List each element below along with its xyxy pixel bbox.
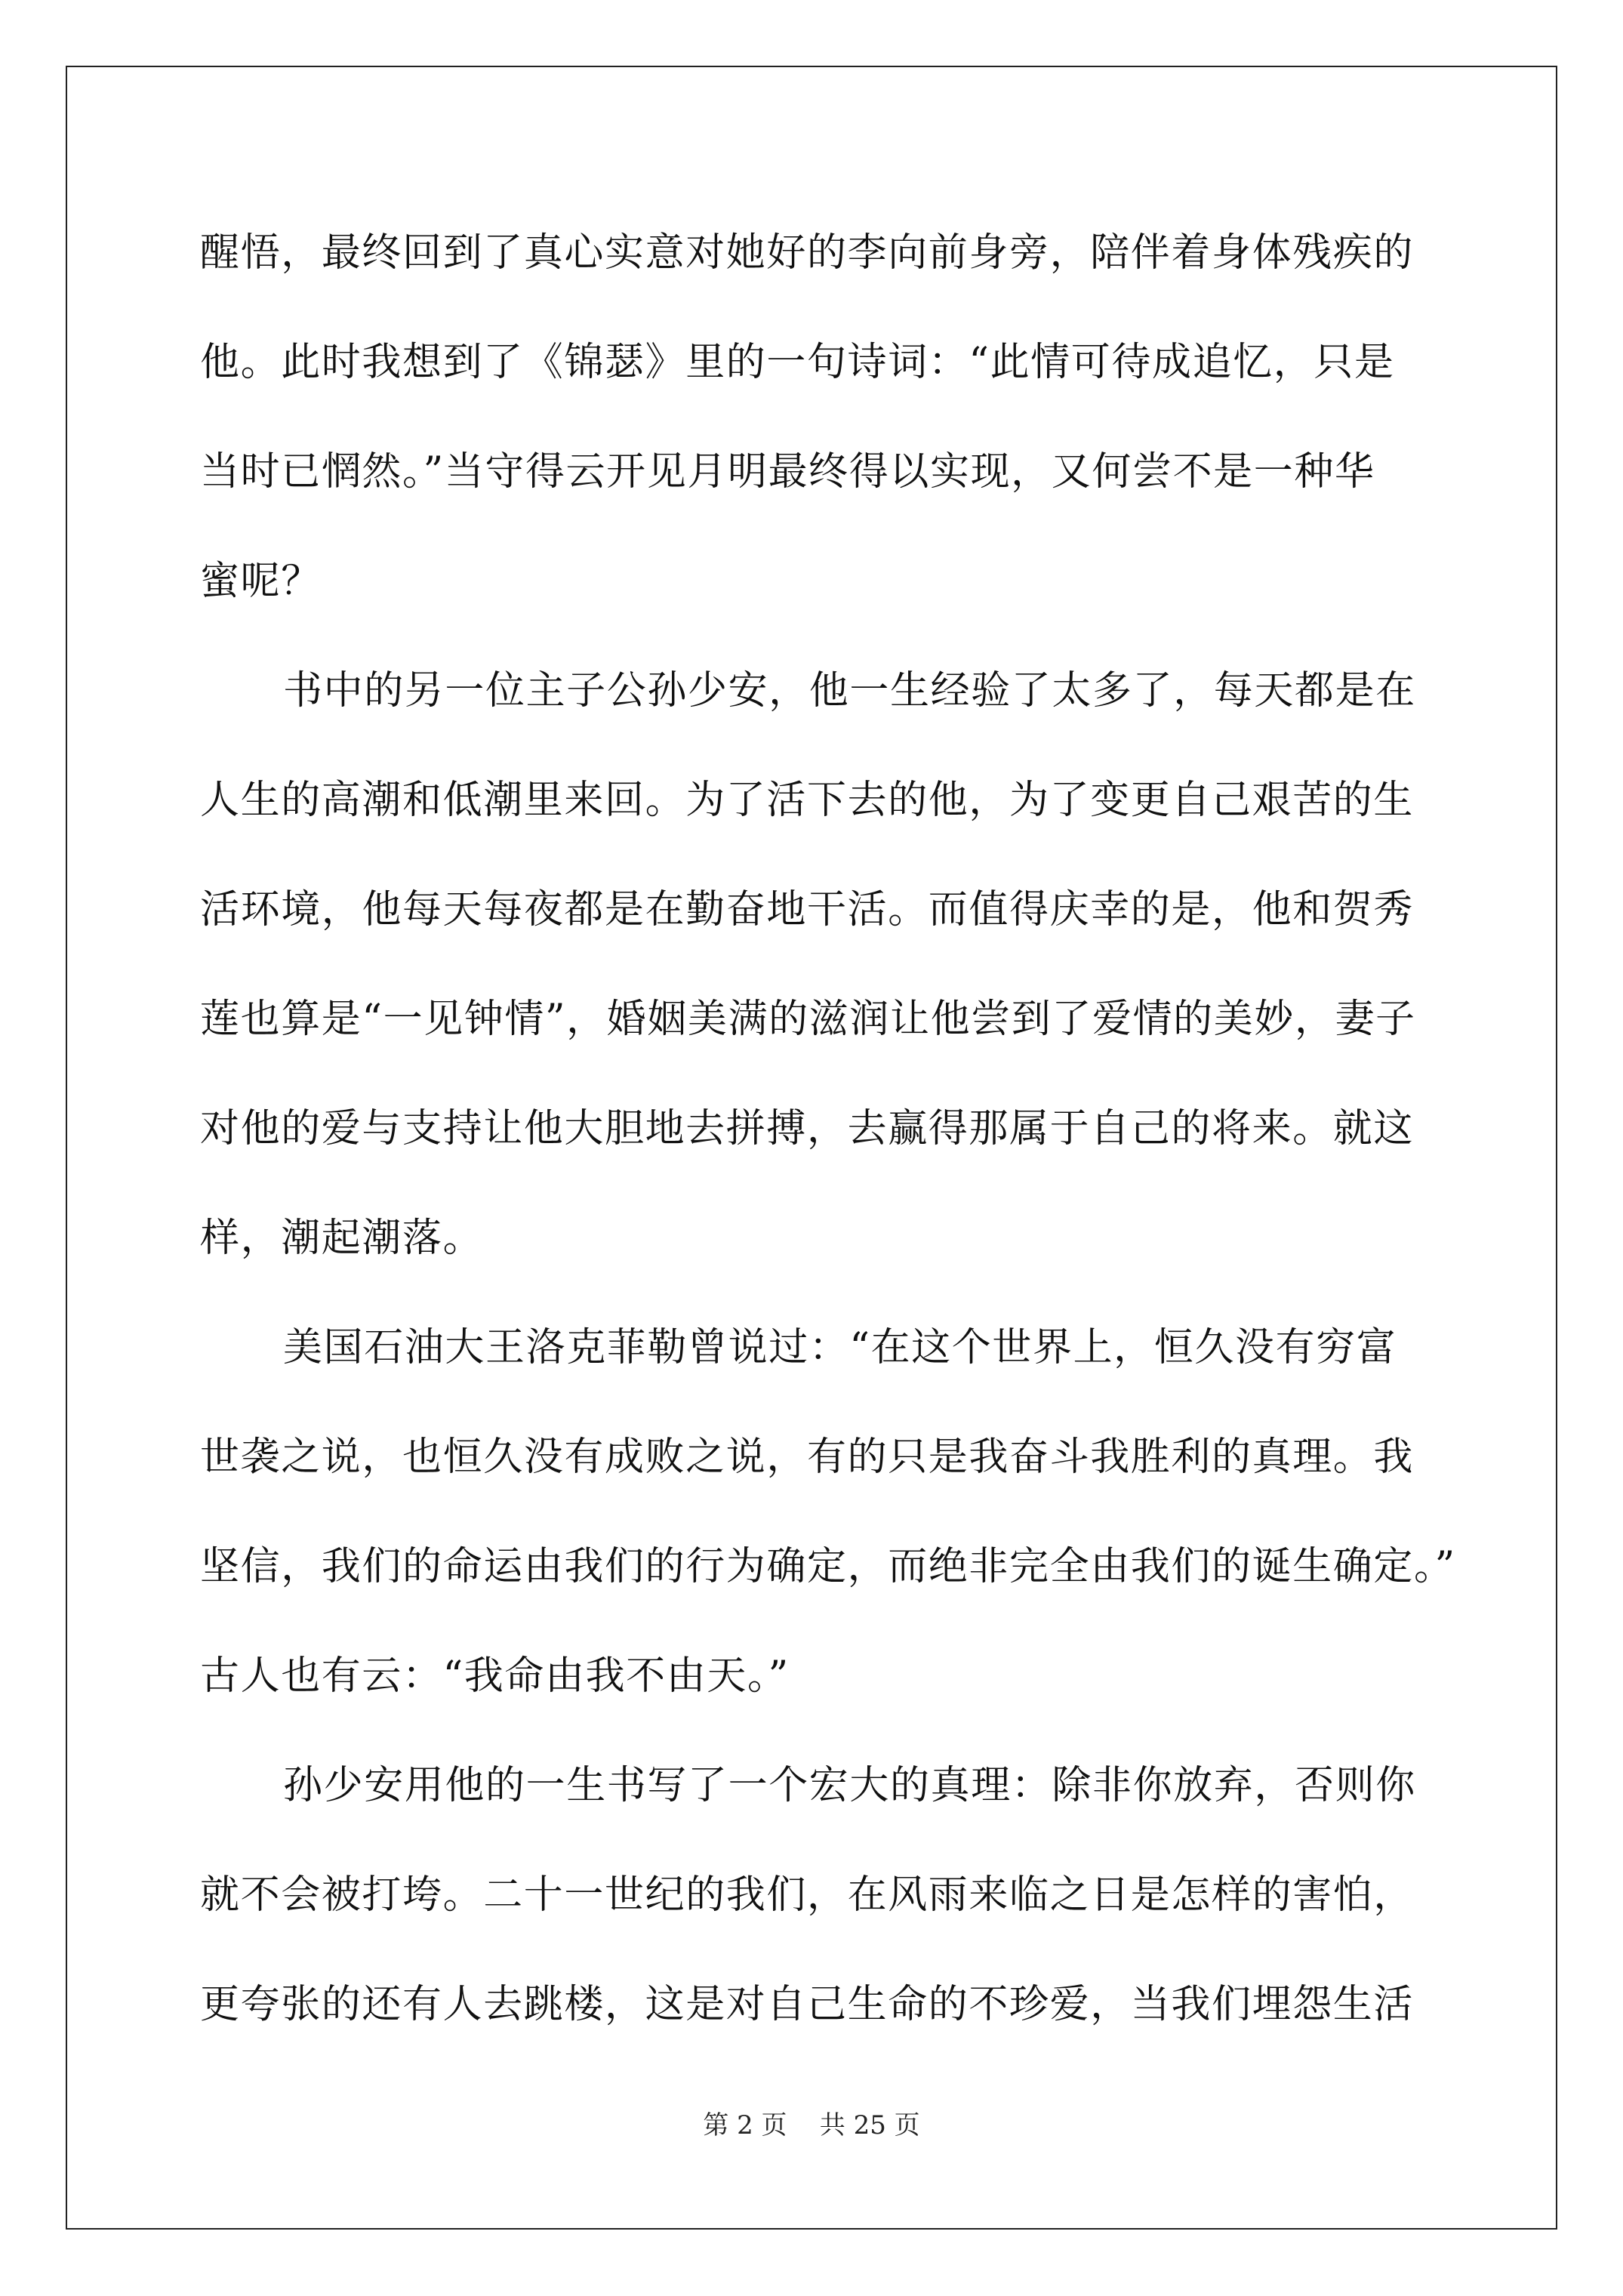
paragraph-first-line: 书中的另一位主子公孙少安，他一生经验了太多了，每天都是在 — [283, 668, 1416, 713]
body-text-line: 世袭之说，也恒久没有成败之说，有的只是我奋斗我胜利的真理。我 — [200, 1435, 1415, 1480]
body-text-line: 人生的高潮和低潮里来回。为了活下去的他，为了变更自己艰苦的生 — [200, 778, 1415, 823]
body-text-line: 就不会被打垮。二十一世纪的我们，在风雨来临之日是怎样的害怕， — [200, 1872, 1415, 1918]
body-text-line: 蜜呢？ — [200, 559, 322, 604]
body-text-line: 莲也算是“一见钟情”，婚姻美满的滋润让他尝到了爱情的美妙，妻子 — [200, 997, 1416, 1042]
paragraph-first-line: 孙少安用他的一生书写了一个宏大的真理：除非你放弃，否则你 — [283, 1763, 1416, 1808]
body-text-line: 坚信，我们的命运由我们的行为确定，而绝非完全由我们的诞生确定。” — [200, 1544, 1456, 1589]
body-text-line: 醒悟，最终回到了真心实意对她好的李向前身旁，陪伴着身体残疾的 — [200, 230, 1415, 276]
body-text-line: 当时已惘然。”当守得云开见月明最终得以实现，又何尝不是一种华 — [200, 449, 1375, 495]
body-text-line: 活环境，他每天每夜都是在勤奋地干活。而值得庆幸的是，他和贺秀 — [200, 887, 1415, 932]
page-number-footer: 第 2 页 共 25 页 — [703, 2110, 920, 2140]
body-text-line: 对他的爱与支持让他大胆地去拼搏，去赢得那属于自己的将来。就这 — [200, 1106, 1415, 1151]
body-text-line: 古人也有云：“我命由我不由天。” — [200, 1653, 790, 1699]
body-text-line: 他。此时我想到了《锦瑟》里的一句诗词：“此情可待成追忆，只是 — [200, 340, 1395, 385]
body-text-line: 更夸张的还有人去跳楼，这是对自己生命的不珍爱，当我们埋怨生活 — [200, 1982, 1415, 2027]
paragraph-first-line: 美国石油大王洛克菲勒曾说过：“在这个世界上，恒久没有穷富 — [283, 1325, 1397, 1370]
body-text-line: 样，潮起潮落。 — [200, 1216, 484, 1261]
